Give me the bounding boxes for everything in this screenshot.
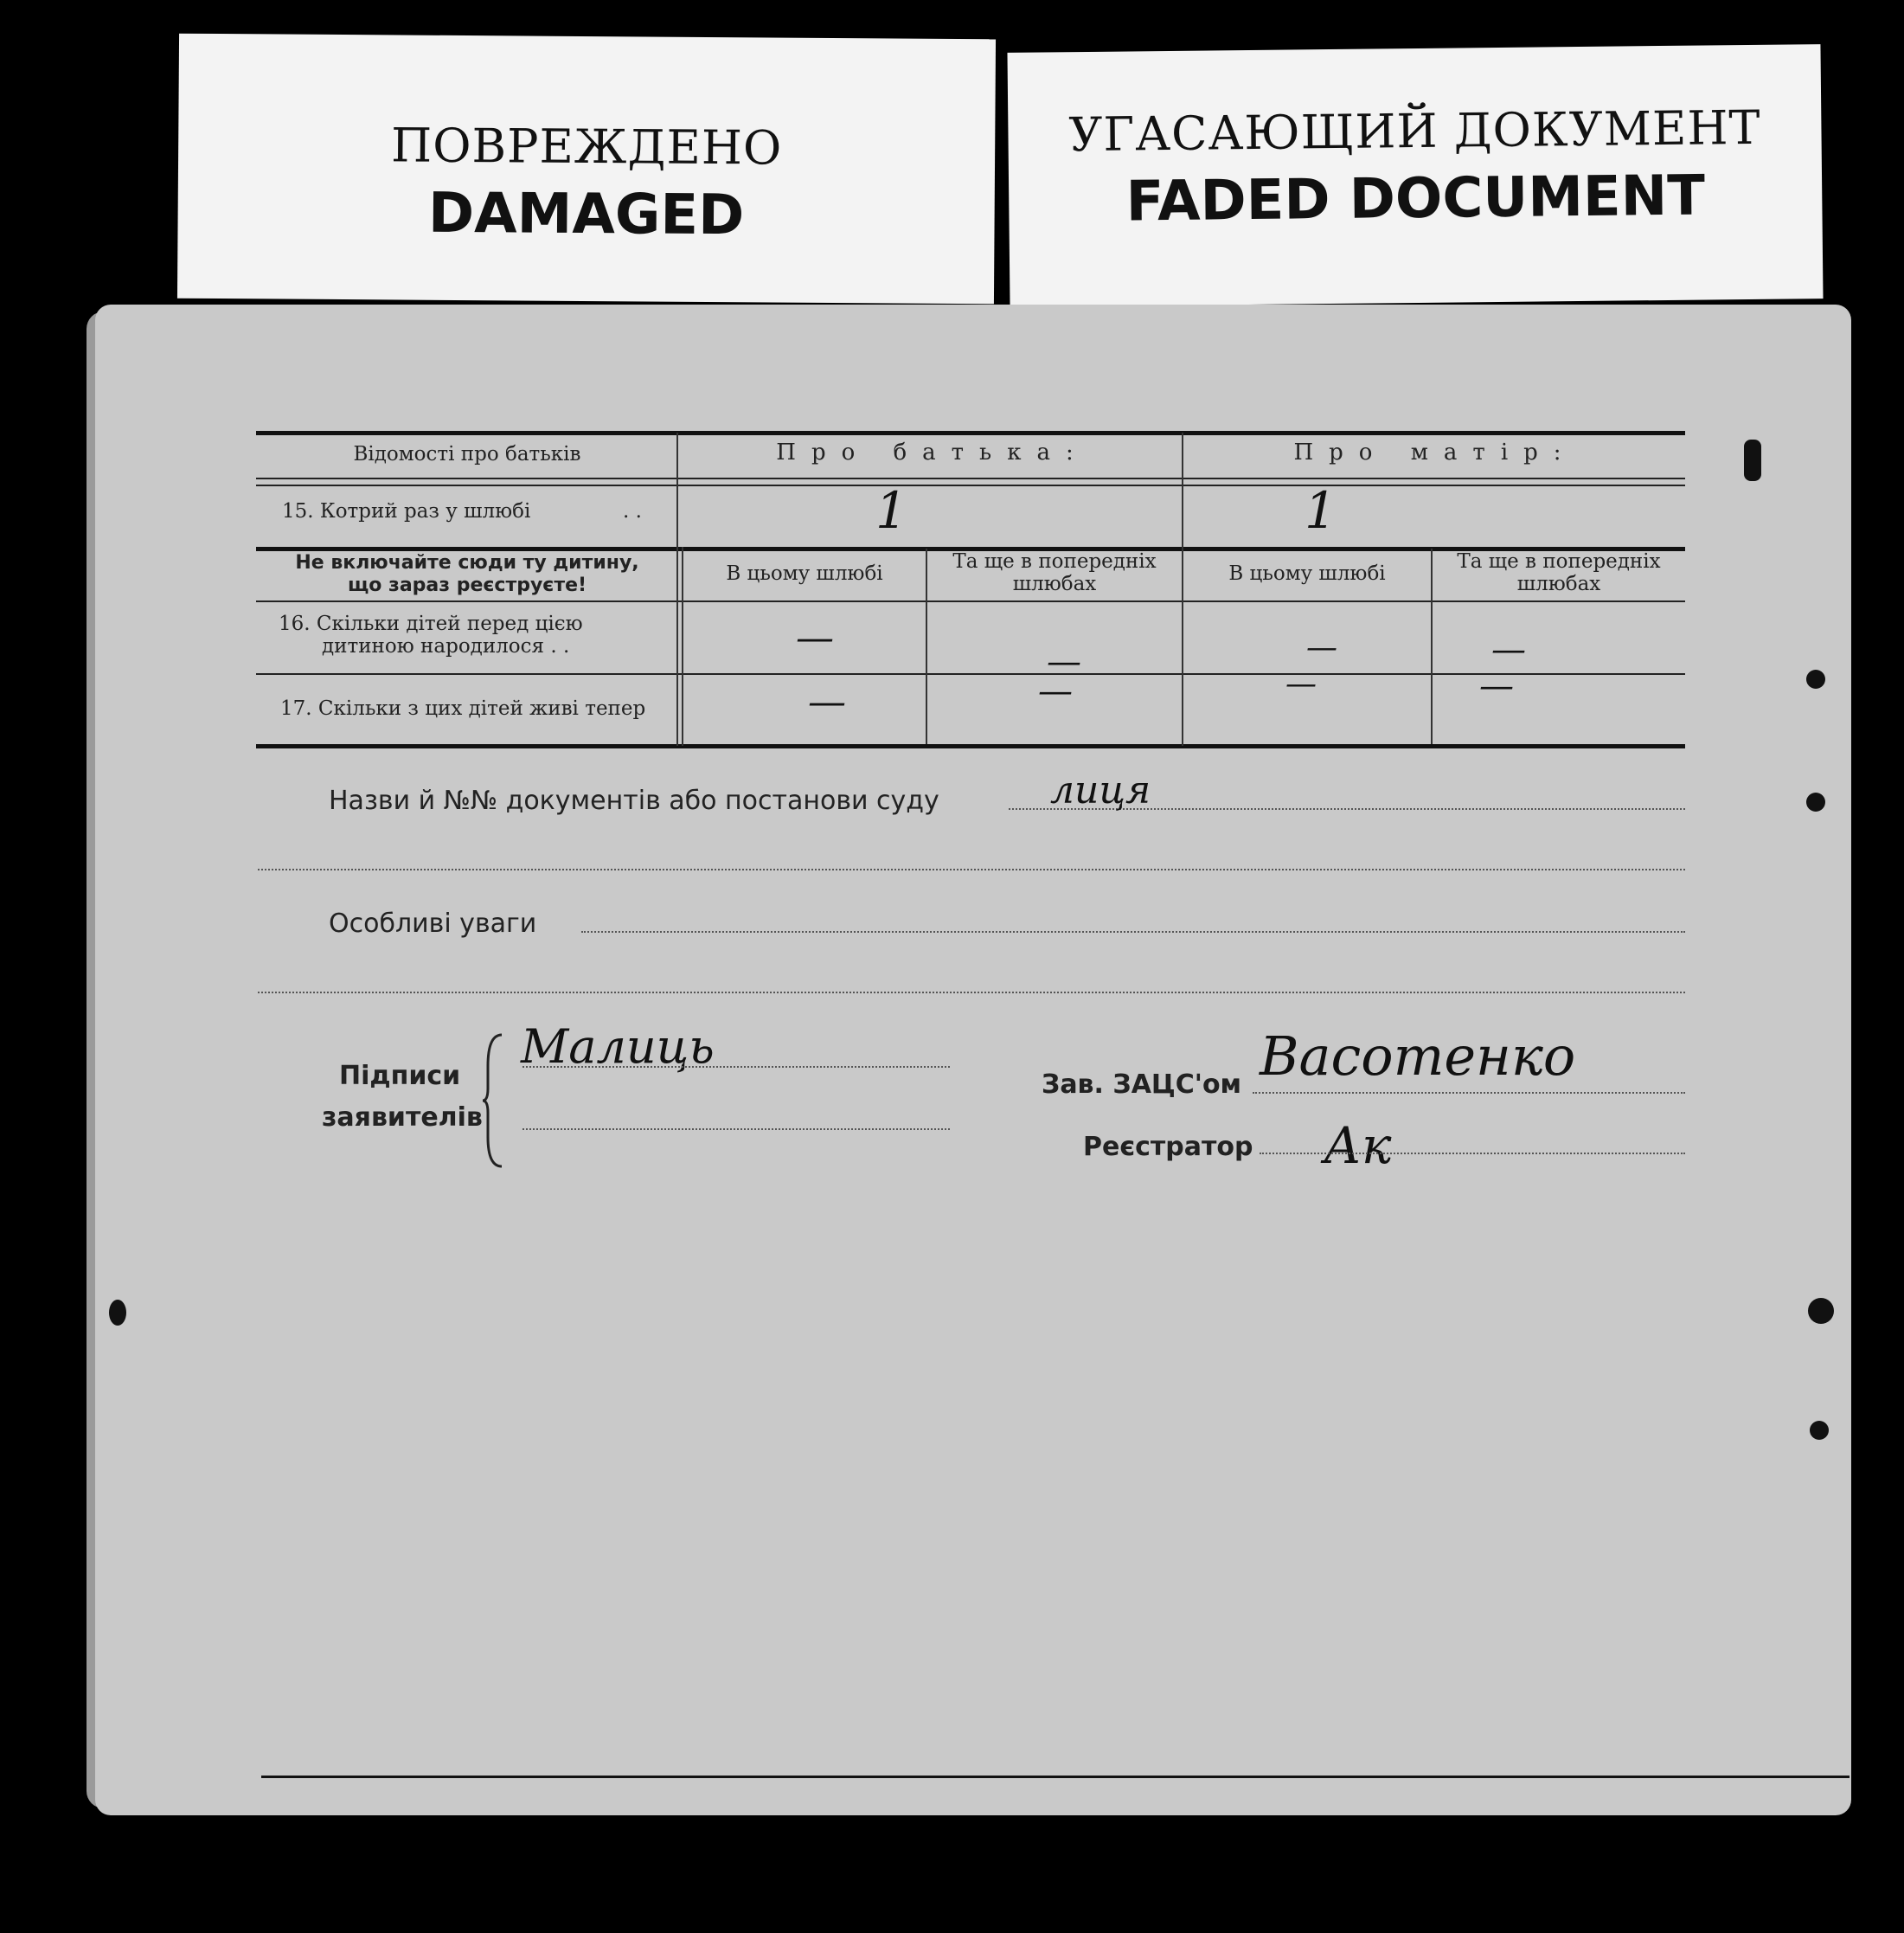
row17-label: 17. Скільки з цих дітей живі тепер <box>280 697 646 720</box>
table-top-rule <box>256 431 1685 435</box>
col-father-this-marriage: В цьому шлюбі <box>726 562 883 585</box>
faded-label-ua: УГАСАЮЩИЙ ДОКУМЕНТ <box>1068 100 1761 163</box>
punch-hole <box>1806 793 1825 812</box>
documents-label: Назви й №№ документів або постанови суду <box>329 786 939 816</box>
damaged-label <box>177 34 996 305</box>
row16-label-line-2: дитиною народилося . . <box>322 635 570 658</box>
row17-father-prev-value: — <box>1038 671 1073 711</box>
table-col-rule <box>1182 433 1183 746</box>
row16-label-line-1: 16. Скільки дітей перед цією <box>279 613 583 635</box>
applicant-signature-line-2 <box>522 1128 950 1130</box>
table-rule <box>256 485 1685 486</box>
col-father-prev-marriages <box>927 550 1182 595</box>
row16-mother-this-value: — <box>1306 630 1337 665</box>
row15-mother-value: 1 <box>1305 481 1337 540</box>
damaged-label-en: DAMAGED <box>427 181 745 248</box>
registrar-signature: Ак <box>1324 1116 1392 1175</box>
col-mother-prev-line-2: шлюбах <box>1516 573 1601 595</box>
documents-value: лиця <box>1050 768 1151 812</box>
col-mother-this-marriage: В цьому шлюбі <box>1228 562 1386 585</box>
row17-mother-this-value: — <box>1285 666 1317 702</box>
tear-mark <box>1744 440 1761 481</box>
row15-dots: . . <box>623 500 642 523</box>
note-line-2: що зараз реєструєте! <box>347 575 587 596</box>
head-label: Зав. ЗАЦС'ом <box>1042 1069 1242 1100</box>
header-mother: Про матір: <box>1293 440 1577 466</box>
row16-father-this-value: — <box>796 616 834 660</box>
col-mother-prev-marriages <box>1433 550 1685 595</box>
applicant-signature: Малиць <box>521 1019 715 1074</box>
table-rule <box>256 600 1685 602</box>
col-mother-prev-line-1: Та ще в попередніх <box>1457 550 1661 573</box>
signatures-label-1: Підписи <box>339 1061 461 1091</box>
punch-hole <box>1810 1421 1829 1440</box>
header-parents: Відомості про батьків <box>353 443 581 466</box>
note-line-1: Не включайте сюди ту дитину, <box>295 552 639 574</box>
faded-label-en: FADED DOCUMENT <box>1125 164 1706 234</box>
head-signature: Васотенко <box>1260 1024 1576 1088</box>
table-bottom-rule <box>256 744 1685 748</box>
punch-hole <box>109 1300 126 1326</box>
remarks-label: Особливі уваги <box>329 909 537 939</box>
bottom-rule <box>261 1776 1850 1778</box>
remarks-dotted-line-2 <box>258 992 1685 993</box>
row15-label: 15. Котрий раз у шлюбі <box>282 500 531 523</box>
damaged-label-ua: ПОВРЕЖДЕНО <box>390 118 783 176</box>
col-father-prev-line-1: Та ще в попередніх <box>952 550 1157 573</box>
row16-mother-prev-value: — <box>1491 630 1526 670</box>
signatures-brace <box>481 1031 507 1170</box>
row15-father-value: 1 <box>875 481 907 540</box>
remarks-dotted-line <box>581 931 1685 933</box>
head-signature-line <box>1253 1092 1685 1094</box>
row17-father-this-value: — <box>808 680 846 724</box>
col-father-prev-line-2: шлюбах <box>1012 573 1097 595</box>
registrar-label: Реєстратор <box>1083 1132 1253 1162</box>
row16-father-prev-value: — <box>1047 642 1081 682</box>
row17-mother-prev-value: — <box>1479 666 1514 706</box>
signatures-label-2: заявителів <box>322 1102 483 1133</box>
documents-dotted-line-2 <box>258 869 1685 870</box>
applicant-signature-line <box>522 1066 950 1068</box>
header-father: Про батька: <box>776 440 1089 466</box>
registrar-signature-line <box>1260 1153 1685 1154</box>
document-sheet <box>95 305 1851 1815</box>
punch-hole <box>1806 670 1825 689</box>
table-rule <box>256 478 1685 479</box>
table-rule <box>256 673 1685 675</box>
punch-hole <box>1808 1298 1834 1324</box>
faded-document-label <box>1007 44 1823 307</box>
